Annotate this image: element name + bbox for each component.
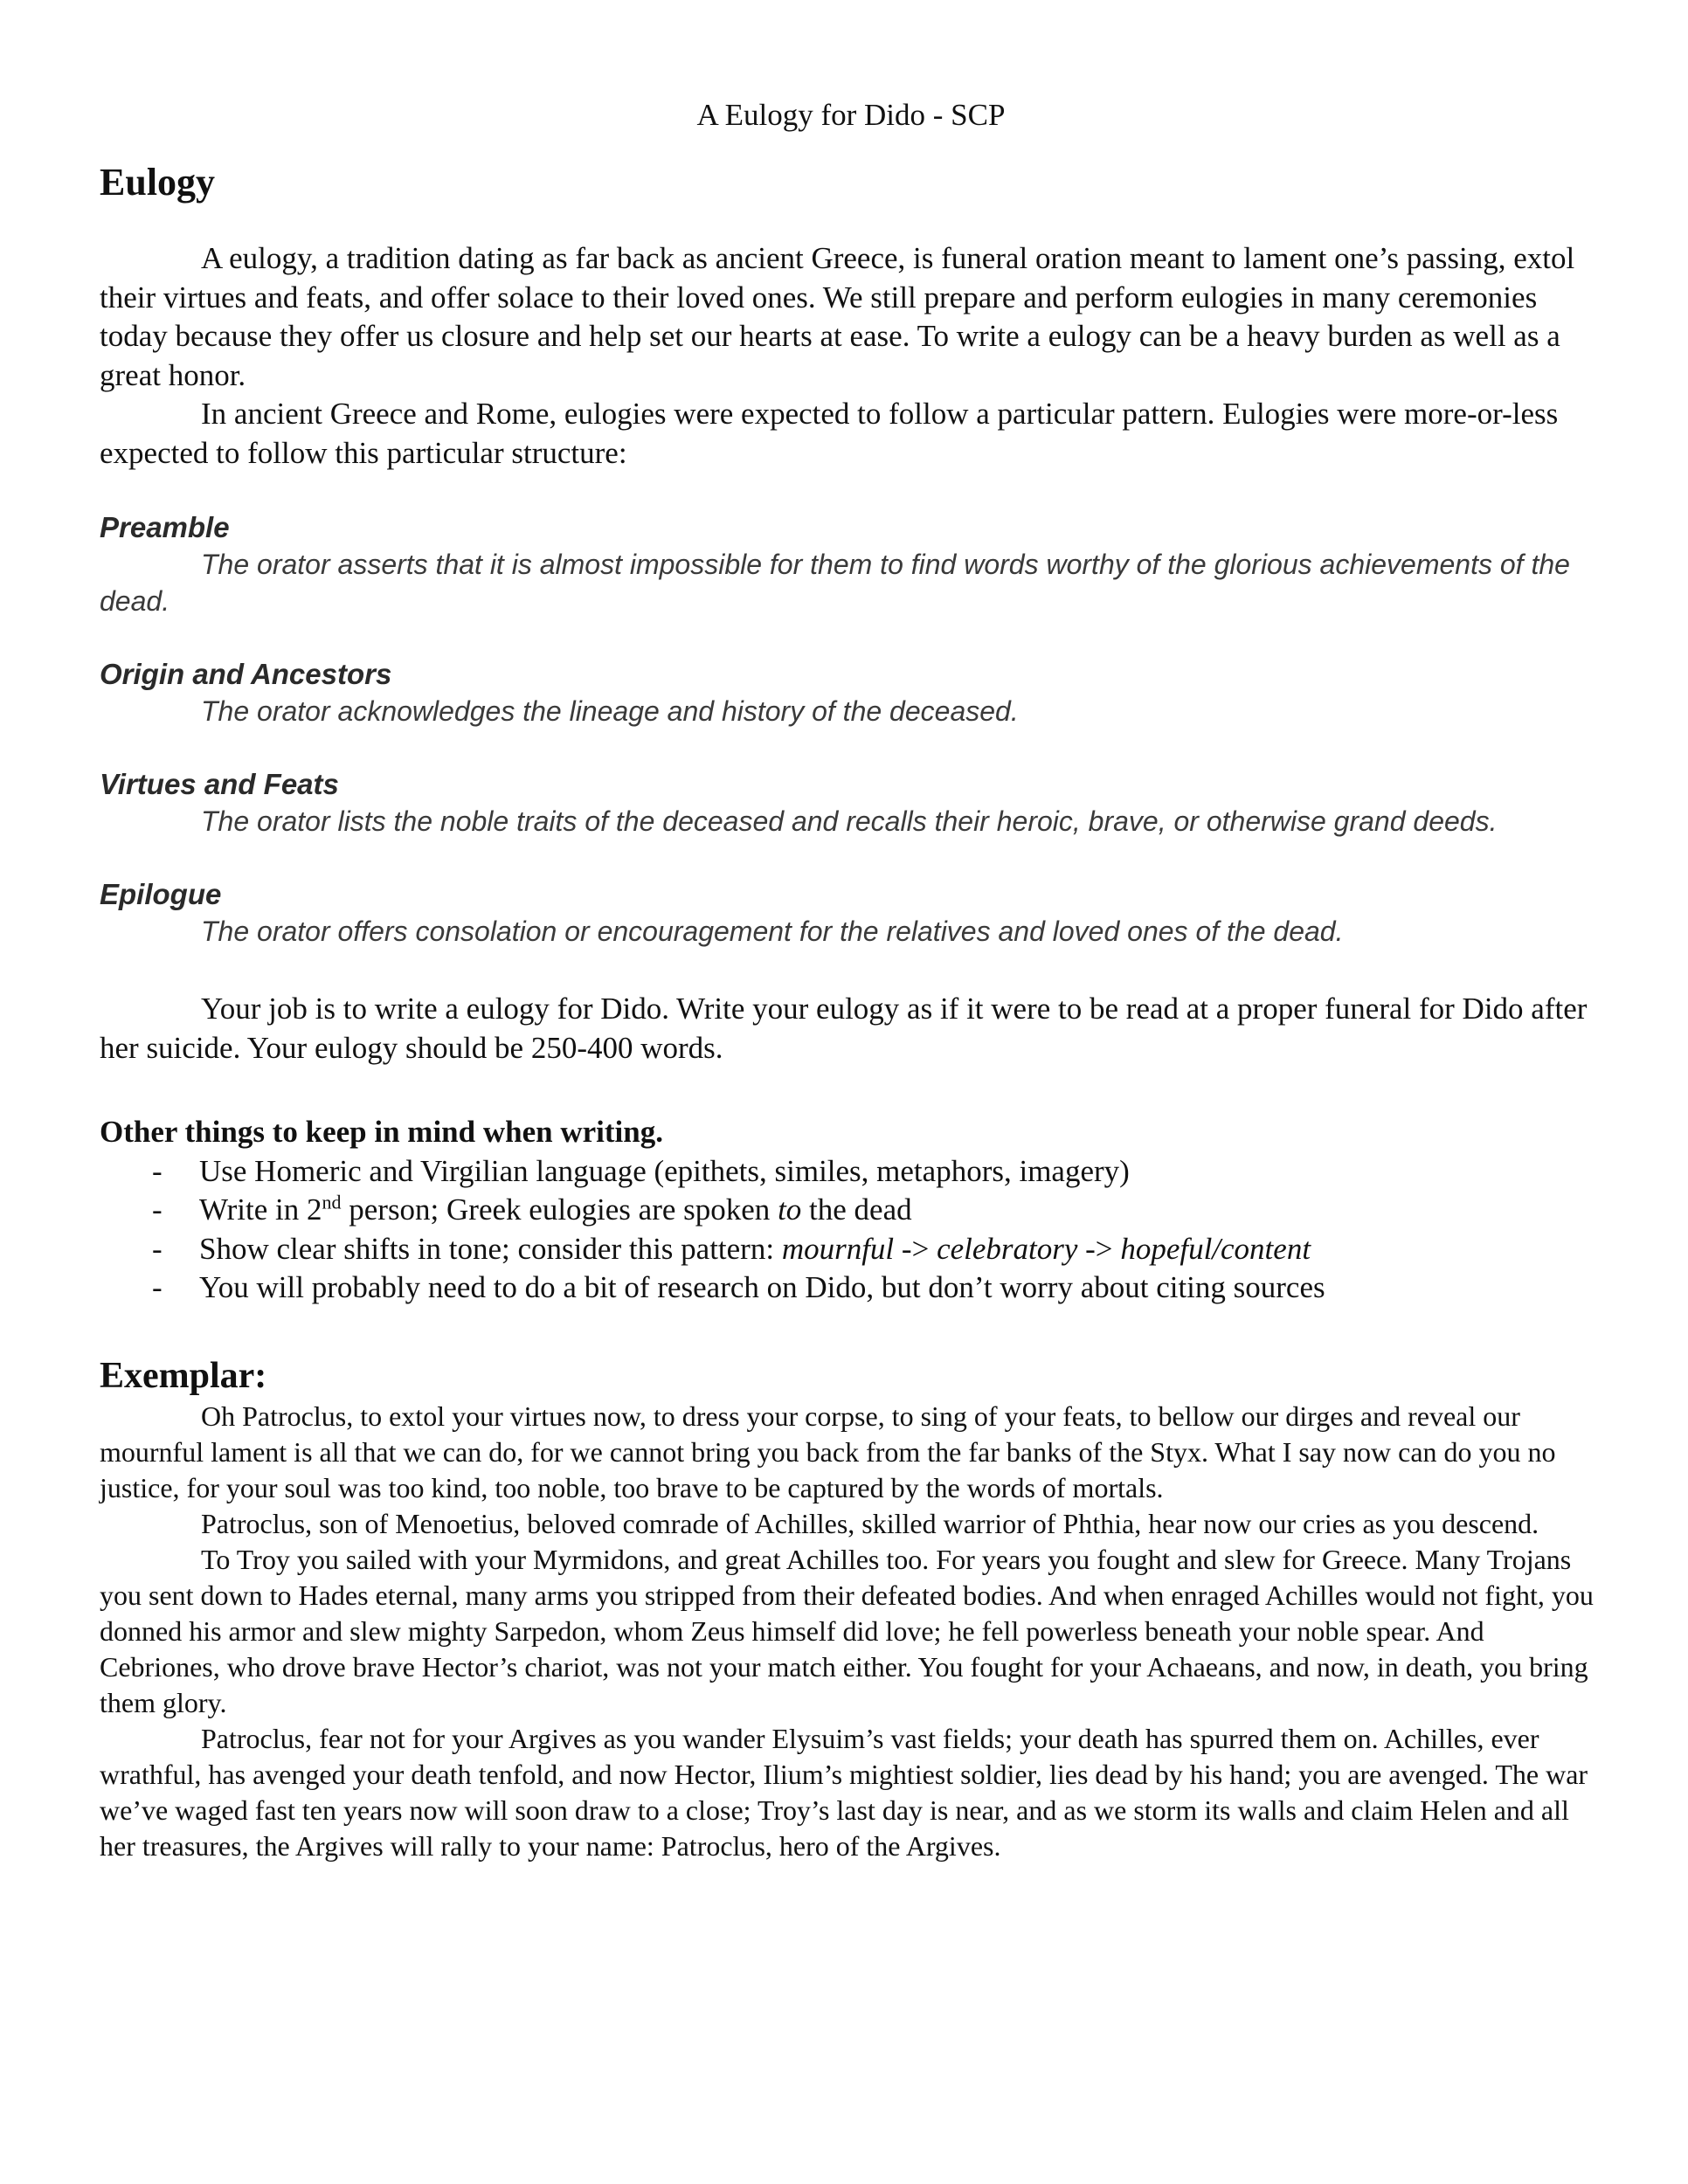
- intro-paragraph-1: A eulogy, a tradition dating as far back as ancient Greece, is funeral oration meant to lament one’s passing, extol their virtues and feats, and offer solace to their loved ones. We still prepare and perform eulogies in many ceremonies today because they offer us closure and help set our hearts at ease. To write a eulogy can be a heavy burden as well as a great honor.: [100, 241, 1575, 392]
- exemplar-paragraph-4: Patroclus, fear not for your Argives as you wander Elysuim’s vast fields; your death has spurred them on. Achilles, ever wrathful, has avenged your death tenfold, and now Hector, Ilium’s mightiest soldier, lies dead by his hand; you are avenged. The war we’ve waged fast ten years now will soon draw to a close; Troy’s last day is near, and as we storm its walls and claim Helen and all her treasures, the Argives will rally to your name: Patroclus, hero of the Argives.: [100, 1722, 1588, 1862]
- section-title: Preamble: [100, 511, 230, 543]
- tip-text: Use Homeric and Virgilian language (epithets, similes, metaphors, imagery): [199, 1153, 1130, 1188]
- structure-section-virtues: [100, 766, 1602, 840]
- section-title: Virtues and Feats: [100, 768, 339, 800]
- arrow-text: ->: [1077, 1231, 1121, 1266]
- tip-text: Write in 2: [199, 1192, 322, 1227]
- task-paragraph: Your job is to write a eulogy for Dido. Write your eulogy as if it were to be read at a proper funeral for Dido after her suicide. Your eulogy should be 250-400 words.: [100, 992, 1588, 1065]
- intro-paragraph-2: In ancient Greece and Rome, eulogies were expected to follow a particular pattern. Eulogies were more-or-less expected to follow this particular structure:: [100, 397, 1559, 470]
- emphasis: celebratory: [937, 1231, 1078, 1266]
- exemplar-paragraph-2: Patroclus, son of Menoetius, beloved comrade of Achilles, skilled warrior of Phthia, hear now our cries as you descend.: [201, 1507, 1539, 1539]
- document-page: [100, 96, 1602, 1864]
- bullet-dash: -: [152, 1231, 163, 1266]
- structure-section-origin: [100, 656, 1602, 729]
- emphasis: hopeful/content: [1120, 1231, 1311, 1266]
- section-text: The orator asserts that it is almost impossible for them to find words worthy of the glorious achievements of the dead.: [100, 549, 1570, 617]
- structure-section-epilogue: [100, 876, 1602, 950]
- section-text: The orator offers consolation or encouragement for the relatives and loved ones of the dead.: [201, 916, 1344, 947]
- structure-section-preamble: [100, 509, 1602, 619]
- document-title: A Eulogy for Dido - SCP: [696, 98, 1006, 132]
- list-item: [100, 1268, 1602, 1308]
- tips-heading: Other things to keep in mind when writing.: [100, 1115, 663, 1149]
- exemplar-paragraph-3: To Troy you sailed with your Myrmidons, and great Achilles too. For years you fought and slew for Greece. Many Trojans you sent down to Hades eternal, many arms you stripped from their defeated bodies. And when enraged Achilles would not fight, you donned his armor and slew mighty Sarpedon, whom Zeus himself did love; he fell powerless beneath your noble spear. And Cebriones, who drove brave Hector’s chariot, was not your match either. You fought for your Achaeans, and now, in death, you bring them glory.: [100, 1543, 1594, 1718]
- section-text: The orator acknowledges the lineage and history of the deceased.: [201, 695, 1019, 727]
- superscript: nd: [322, 1191, 342, 1213]
- eulogy-heading: Eulogy: [100, 161, 216, 204]
- arrow-text: ->: [894, 1231, 937, 1266]
- list-item: [100, 1191, 1602, 1230]
- tip-text: the dead: [801, 1192, 912, 1227]
- section-text: The orator lists the noble traits of the deceased and recalls their heroic, brave, or otherwise grand deeds.: [201, 805, 1498, 837]
- list-item: [100, 1152, 1602, 1192]
- emphasis: mournful: [781, 1231, 895, 1266]
- tip-text: person; Greek eulogies are spoken: [341, 1192, 778, 1227]
- list-item: [100, 1230, 1602, 1269]
- bullet-dash: -: [152, 1153, 163, 1188]
- tip-text: Show clear shifts in tone; consider this pattern:: [199, 1231, 782, 1266]
- tip-text: You will probably need to do a bit of research on Dido, but don’t worry about citing sources: [199, 1270, 1325, 1304]
- emphasis: to: [778, 1192, 802, 1227]
- tips-list: [100, 1152, 1602, 1308]
- bullet-dash: -: [152, 1270, 163, 1304]
- bullet-dash: -: [152, 1192, 163, 1227]
- exemplar-heading: Exemplar:: [100, 1355, 267, 1396]
- section-title: Origin and Ancestors: [100, 658, 392, 690]
- exemplar-paragraph-1: Oh Patroclus, to extol your virtues now, to dress your corpse, to sing of your feats, to bellow our dirges and reveal our mournful lament is all that we can do, for we cannot bring you back from the far banks of the Styx. What I say now can do you no justice, for your soul was too kind, too noble, too brave to be captured by the words of mortals.: [100, 1400, 1556, 1503]
- section-title: Epilogue: [100, 878, 222, 910]
